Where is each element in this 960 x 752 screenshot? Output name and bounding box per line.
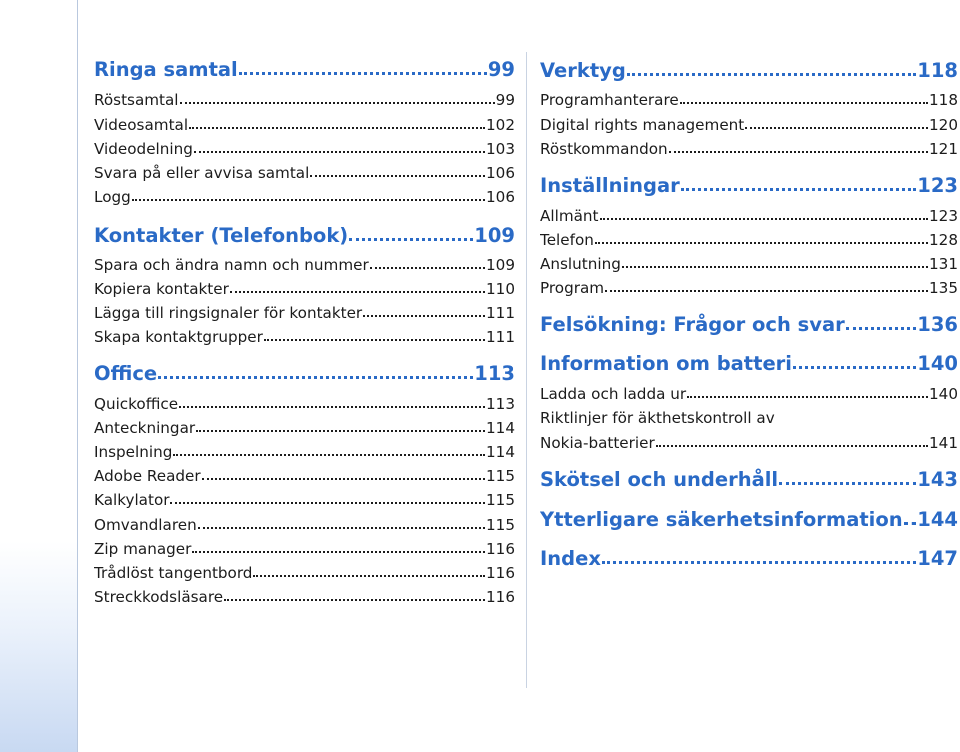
dot-leader xyxy=(745,127,928,129)
toc-entry[interactable] xyxy=(94,562,515,584)
toc-entry[interactable] xyxy=(540,383,958,405)
dot-leader xyxy=(194,151,485,153)
toc-entry[interactable] xyxy=(94,393,515,415)
toc-label: Adobe Reader xyxy=(94,467,201,485)
toc-section-heading[interactable] xyxy=(94,222,515,250)
dot-leader xyxy=(310,175,485,177)
toc-page-number: 115 xyxy=(486,491,515,509)
toc-page-number: 128 xyxy=(929,231,958,249)
toc-label: Lägga till ringsignaler för kontakter xyxy=(94,304,363,322)
toc-page-number: 144 xyxy=(917,508,958,531)
toc-label: Allmänt xyxy=(540,207,599,225)
toc-section-heading[interactable] xyxy=(94,360,515,388)
toc-label: Nokia-batterier xyxy=(540,434,655,452)
toc-entry[interactable] xyxy=(94,162,515,184)
dot-leader xyxy=(595,242,928,244)
dot-leader xyxy=(202,478,485,480)
toc-entry[interactable] xyxy=(94,489,515,511)
toc-label: Anteckningar xyxy=(94,419,196,437)
toc-page-number: 106 xyxy=(486,188,515,206)
toc-page-number: 116 xyxy=(486,588,515,606)
dot-leader xyxy=(681,188,917,191)
toc-page-number: 141 xyxy=(929,434,958,452)
toc-page-number: 109 xyxy=(474,224,515,247)
toc-section-heading[interactable] xyxy=(540,172,958,200)
toc-page-number: 123 xyxy=(929,207,958,225)
toc-label: Riktlinjer för äkthetskontroll av xyxy=(540,409,775,427)
toc-entry[interactable] xyxy=(540,253,958,275)
dot-leader xyxy=(198,527,485,529)
dot-leader xyxy=(669,151,928,153)
margin-divider xyxy=(77,0,78,752)
dot-leader xyxy=(192,551,485,553)
toc-entry[interactable] xyxy=(94,89,515,111)
toc-page-number: 113 xyxy=(474,362,515,385)
toc-label: Programhanterare xyxy=(540,91,679,109)
toc-section-heading[interactable] xyxy=(540,466,958,494)
toc-page-number: 140 xyxy=(917,352,958,375)
toc-entry[interactable] xyxy=(94,441,515,463)
dot-leader xyxy=(605,290,928,292)
toc-entry[interactable] xyxy=(94,278,515,300)
toc-page-number: 118 xyxy=(917,59,958,82)
dot-leader xyxy=(779,482,916,485)
toc-page-number: 147 xyxy=(917,547,958,570)
toc-label: Skapa kontaktgrupper xyxy=(94,328,263,346)
dot-leader xyxy=(363,315,485,317)
column-divider xyxy=(526,52,527,688)
toc-label: Index xyxy=(540,547,601,570)
toc-label: Information om batteri xyxy=(540,352,792,375)
toc-label: Röstsamtal xyxy=(94,91,179,109)
toc-entry[interactable] xyxy=(94,186,515,208)
dot-leader xyxy=(904,522,917,525)
dot-leader xyxy=(253,575,485,577)
dot-leader xyxy=(179,406,485,408)
toc-entry[interactable] xyxy=(94,465,515,487)
toc-page-number: 143 xyxy=(917,468,958,491)
toc-label: Streckkodsläsare xyxy=(94,588,224,606)
toc-label: Telefon xyxy=(540,231,594,249)
toc-page-number: 135 xyxy=(929,279,958,297)
toc-page-number: 116 xyxy=(486,540,515,558)
toc-label: Inställningar xyxy=(540,174,680,197)
toc-entry[interactable] xyxy=(94,514,515,536)
toc-label: Svara på eller avvisa samtal xyxy=(94,164,310,182)
toc-entry[interactable] xyxy=(540,407,958,429)
toc-label: Kalkylator xyxy=(94,491,170,509)
toc-entry[interactable] xyxy=(94,586,515,608)
toc-label: Videosamtal xyxy=(94,116,189,134)
toc-page-number: 103 xyxy=(486,140,515,158)
toc-label: Videodelning xyxy=(94,140,193,158)
toc-page-number: 116 xyxy=(486,564,515,582)
toc-page-number: 131 xyxy=(929,255,958,273)
toc-section-heading[interactable] xyxy=(540,506,958,534)
toc-entry[interactable] xyxy=(540,432,958,454)
toc-label: Ringa samtal xyxy=(94,58,238,81)
toc-page-number: 121 xyxy=(929,140,958,158)
toc-entry[interactable] xyxy=(540,277,958,299)
toc-section-heading[interactable] xyxy=(540,545,958,573)
dot-leader xyxy=(793,366,916,369)
toc-label: Kontakter (Telefonbok) xyxy=(94,224,349,247)
dot-leader xyxy=(680,102,928,104)
dot-leader xyxy=(189,127,485,129)
toc-label: Felsökning: Frågor och svar xyxy=(540,313,845,336)
dot-leader xyxy=(687,396,928,398)
toc-page-number: 114 xyxy=(486,443,515,461)
dot-leader xyxy=(230,291,485,293)
toc-page-number: 120 xyxy=(929,116,958,134)
toc-entry[interactable] xyxy=(94,138,515,160)
toc-label: Trådlöst tangentbord xyxy=(94,564,253,582)
page-margin-gradient xyxy=(0,0,77,752)
dot-leader xyxy=(627,73,916,76)
toc-page-number: 115 xyxy=(486,467,515,485)
toc-page-number: 106 xyxy=(486,164,515,182)
toc-label: Kopiera kontakter xyxy=(94,280,229,298)
dot-leader xyxy=(180,102,495,104)
toc-entry[interactable] xyxy=(540,89,958,111)
toc-label: Ytterligare säkerhetsinformation xyxy=(540,508,903,531)
toc-entry[interactable] xyxy=(540,205,958,227)
toc-label: Ladda och ladda ur xyxy=(540,385,687,403)
toc-entry[interactable] xyxy=(540,229,958,251)
toc-entry[interactable] xyxy=(540,114,958,136)
toc-section-heading[interactable] xyxy=(94,56,515,84)
toc-label: Program xyxy=(540,279,605,297)
toc-page-number: 113 xyxy=(486,395,515,413)
toc-page-number: 102 xyxy=(486,116,515,134)
toc-label: Quickoffice xyxy=(94,395,179,413)
toc-entry[interactable] xyxy=(94,254,515,276)
dot-leader xyxy=(224,599,485,601)
toc-label: Inspelning xyxy=(94,443,173,461)
toc-page-number: 118 xyxy=(929,91,958,109)
dot-leader xyxy=(656,445,928,447)
toc-page-number: 115 xyxy=(486,516,515,534)
toc-page-number: 111 xyxy=(486,328,515,346)
toc-page-number: 140 xyxy=(929,385,958,403)
toc-label: Zip manager xyxy=(94,540,192,558)
toc-label: Digital rights management xyxy=(540,116,745,134)
toc-page-number: 114 xyxy=(486,419,515,437)
dot-leader xyxy=(264,339,485,341)
toc-label: Office xyxy=(94,362,158,385)
toc-page-number: 99 xyxy=(487,58,515,81)
dot-leader xyxy=(349,238,473,241)
toc-page-number: 110 xyxy=(486,280,515,298)
dot-leader xyxy=(622,266,928,268)
toc-page-number: 123 xyxy=(917,174,958,197)
toc-label: Omvandlaren xyxy=(94,516,197,534)
toc-label: Spara och ändra namn och nummer xyxy=(94,256,369,274)
toc-entry[interactable] xyxy=(94,417,515,439)
dot-leader xyxy=(602,561,916,564)
toc-page-number: 136 xyxy=(917,313,958,336)
dot-leader xyxy=(158,376,473,379)
toc-page-number: 99 xyxy=(495,91,515,109)
toc-entry[interactable] xyxy=(94,302,515,324)
dot-leader xyxy=(132,199,485,201)
toc-section-heading[interactable] xyxy=(540,350,958,378)
dot-leader xyxy=(196,430,485,432)
dot-leader xyxy=(600,218,928,220)
toc-label: Logg xyxy=(94,188,131,206)
toc-entry[interactable] xyxy=(94,114,515,136)
toc-section-heading[interactable] xyxy=(540,311,958,339)
toc-page-number: 111 xyxy=(486,304,515,322)
dot-leader xyxy=(846,327,917,330)
toc-entry[interactable] xyxy=(540,138,958,160)
toc-label: Anslutning xyxy=(540,255,621,273)
dot-leader xyxy=(173,454,485,456)
toc-label: Skötsel och underhåll xyxy=(540,468,779,491)
toc-entry[interactable] xyxy=(94,538,515,560)
toc-page-number: 109 xyxy=(486,256,515,274)
toc-label: Verktyg xyxy=(540,59,626,82)
toc-entry[interactable] xyxy=(94,326,515,348)
toc-section-heading[interactable] xyxy=(540,57,958,85)
dot-leader xyxy=(170,502,485,504)
toc-label: Röstkommandon xyxy=(540,140,668,158)
dot-leader xyxy=(239,72,487,75)
dot-leader xyxy=(370,267,485,269)
